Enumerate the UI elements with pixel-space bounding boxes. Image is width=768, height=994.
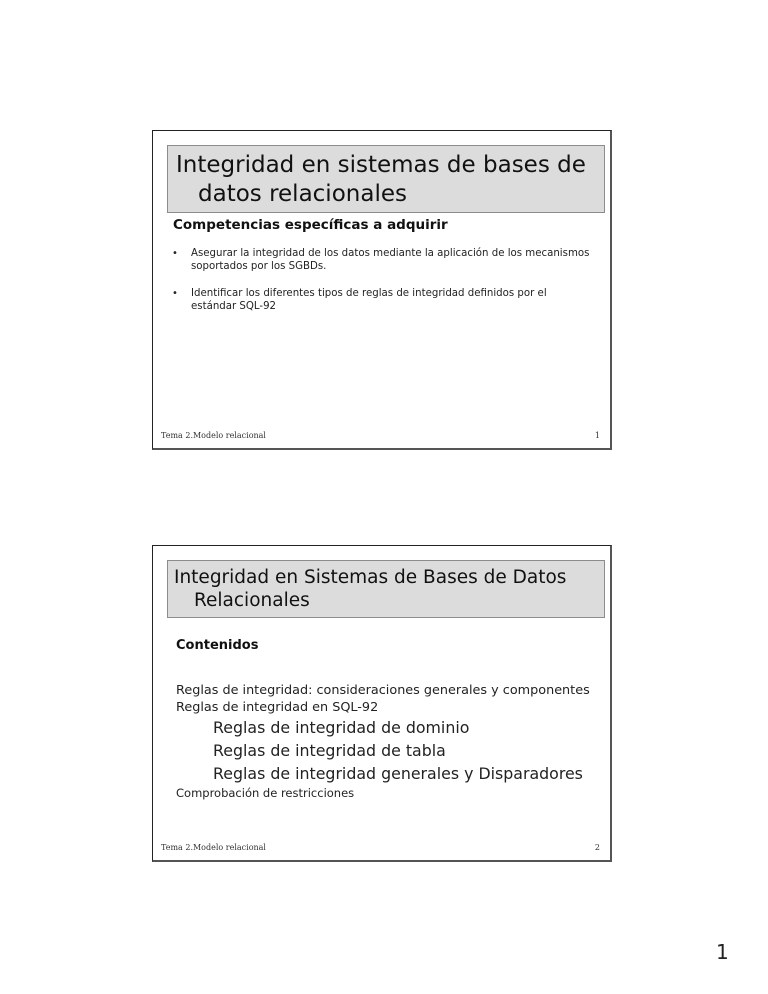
bullet-icon: • (172, 248, 178, 259)
slide-title-box (167, 145, 605, 213)
slide-footer (161, 431, 600, 440)
slide-footer (161, 843, 600, 852)
contents-subitem: Reglas de integridad generales y Disparadores (213, 764, 583, 783)
slide-title: Integridad en Sistemas de Bases de Datos Relacionales (174, 567, 567, 611)
bullet-icon: • (172, 288, 178, 299)
slide-title-box (167, 560, 605, 618)
slide-number: 2 (594, 843, 600, 852)
bullet-list (171, 247, 591, 327)
contents-item: Comprobación de restricciones (176, 786, 355, 800)
slide-title: Integridad en sistemas de bases de datos relacionales (176, 152, 586, 207)
footer-topic: Tema 2.Modelo relacional (161, 843, 266, 852)
footer-topic: Tema 2.Modelo relacional (161, 431, 266, 440)
slide-number: 1 (594, 431, 600, 440)
slide-1 (152, 130, 612, 450)
contents-item: Reglas de integridad en SQL-92 (176, 700, 379, 715)
contents-list (176, 682, 596, 801)
slide-2 (152, 545, 612, 862)
bullet-text: Asegurar la integridad de los datos mediante la aplicación de los mecanismos soportados por los SGBDs. (191, 248, 590, 272)
contents-subitem: Reglas de integridad de tabla (213, 741, 446, 760)
contents-subitem: Reglas de integridad de dominio (213, 718, 470, 737)
contents-item: Reglas de integridad: consideraciones generales y componentes (176, 683, 590, 698)
page-number: 1 (716, 940, 729, 964)
bullet-item (171, 287, 591, 313)
bullet-item (171, 247, 591, 273)
slide-subheading: Competencias específicas a adquirir (173, 217, 448, 233)
bullet-text: Identificar los diferentes tipos de reglas de integridad definidos por el estándar SQL-92 (191, 288, 547, 312)
slide-subheading: Contenidos (176, 638, 259, 653)
